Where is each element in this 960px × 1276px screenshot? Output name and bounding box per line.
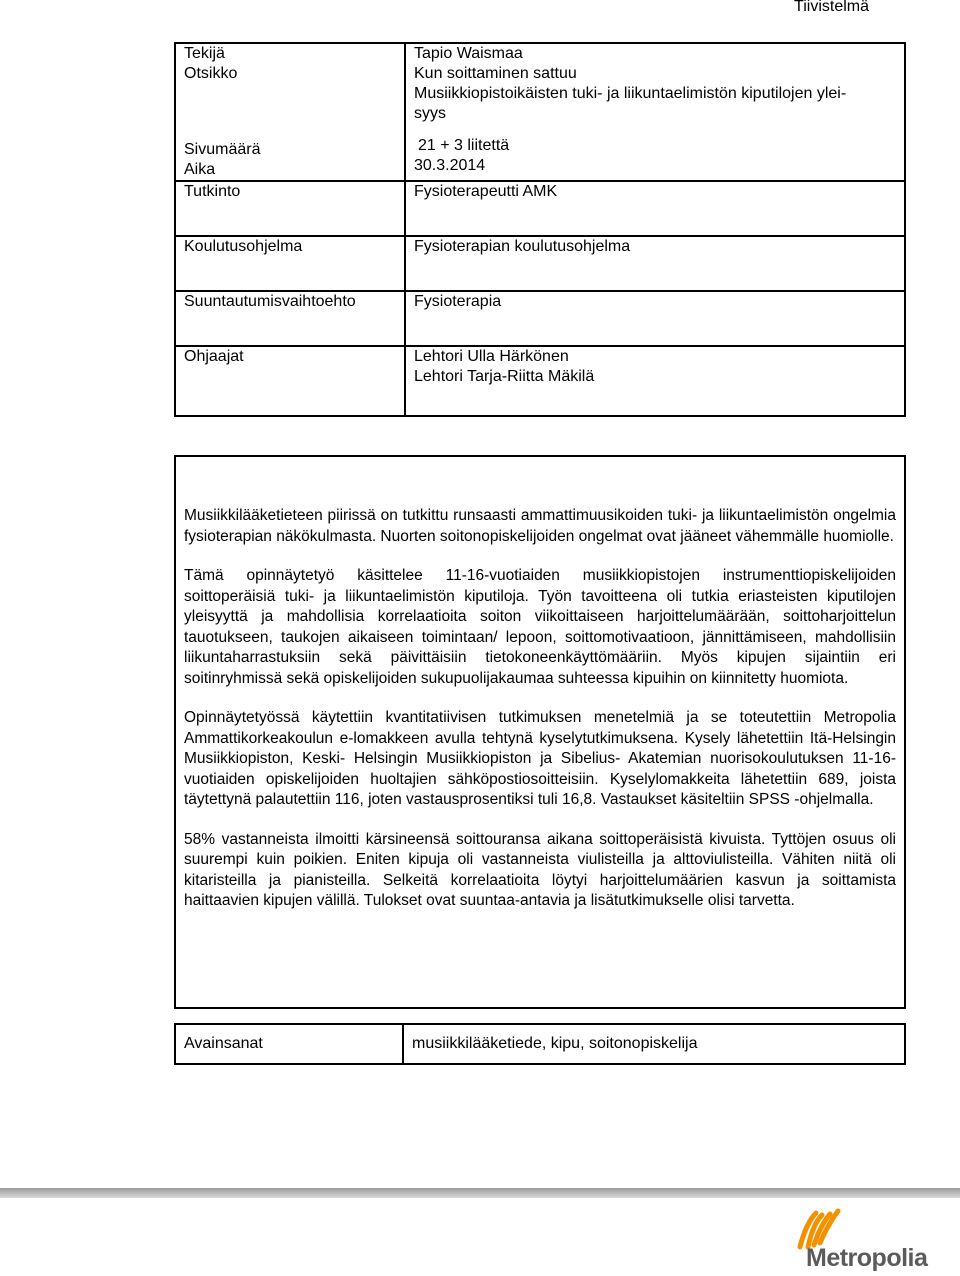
page-count: 21 + 3 liitettä	[418, 137, 510, 154]
suuntautuminen-row	[175, 291, 905, 346]
ohjaajat-values	[405, 346, 905, 416]
thesis-info-table	[174, 42, 906, 417]
thesis-title-line-3: syys	[414, 105, 446, 122]
ohjaajat-row	[175, 346, 905, 416]
abstract-paragraph-2: Tämä opinnäytetyö käsittelee 11-16-vuotiaiden musiikkiopistojen instrumenttiopiskelijoiden soittoperäisiä tuki- ja liikuntaelimistön kiputiloja. Työn tavoitteena oli tutkia eriasteisten kiputilojen yleisyyttä ja mahdollisia korrelaatioita soiton viikoittaiseen harjoittelumäärään, soittoharjoittelun tauotukseen, taukojen aikaiseen toimintaan/ lepoon, soittomotivaatioon, jännittämiseen, mahdollisiin liikuntaharrastuksiin sekä päivittäisiin tietokoneenkäyttömääriin. Myös kipujen sijaintiin eri soitinryhmissä sekä opiskelijoiden sukupuolijakaumaa suhteessa kipuihin on kiinnitetty huomiota.	[184, 567, 896, 687]
tutkinto-label: Tutkinto	[175, 181, 405, 236]
metropolia-logo-text: Metropolia	[806, 1244, 928, 1272]
thesis-date: 30.3.2014	[414, 157, 486, 174]
abstract-paragraph-1: Musiikkilääketieteen piirissä on tutkittu runsaasti ammattimuusikoiden tuki- ja liikuntaelimistön ongelmia fysioterapian näkökulmasta. Nuorten soitonopiskelijoiden ongelmat ovat jääneet vähemmälle huomiolle.	[184, 507, 896, 545]
ohjaaja-2: Lehtori Tarja-Riitta Mäkilä	[414, 368, 595, 385]
page-header-title: Tiivistelmä	[794, 0, 869, 15]
author-title-row	[175, 43, 905, 181]
koulutusohjelma-row	[175, 236, 905, 291]
footer-divider	[0, 1188, 960, 1198]
keywords-label: Avainsanat	[176, 1025, 404, 1063]
suuntautuminen-label: Suuntautumisvaihtoehto	[175, 291, 405, 346]
otsikko-label: Otsikko	[184, 65, 238, 82]
ohjaajat-label: Ohjaajat	[175, 346, 405, 416]
thesis-title-line-1: Kun soittaminen sattuu	[414, 65, 577, 82]
author-title-labels	[175, 43, 405, 181]
tutkinto-row	[175, 181, 905, 236]
abstract-paragraph-3: Opinnäytetyössä käytettiin kvantitatiivisen tutkimuksen menetelmiä ja se toteutettiin Metropolia Ammattikorkeakoulun e-lomakkeen avulla tehtynä kyselytutkimuksena. Kysely lähetettiin Itä-Helsingin Musiikkiopiston, Keski- Helsingin Musiikkiopiston ja Sibelius- Akatemian nuorisokoulutuksen 11-16-vuotiaiden opiskelijoiden huoltajien sähköpostiosoitteisiin. Kyselylomakkeita lähetettiin 689, joista täytettynä palautettiin 116, joten vastausprosentiksi tuli 16,8. Vastaukset käsiteltiin SPSS -ohjelmalla.	[184, 709, 896, 808]
koulutusohjelma-value: Fysioterapian koulutusohjelma	[405, 236, 905, 291]
author-title-values	[405, 43, 905, 181]
author-name: Tapio Waismaa	[414, 45, 523, 62]
thesis-title-line-2: Musiikkiopistoikäisten tuki- ja liikuntaelimistön kiputilojen ylei-	[414, 85, 847, 102]
sivumaara-label: Sivumäärä	[184, 141, 261, 158]
ohjaaja-1: Lehtori Ulla Härkönen	[414, 348, 569, 365]
keywords-row	[174, 1023, 906, 1065]
tutkinto-value: Fysioterapeutti AMK	[405, 181, 905, 236]
keywords-value: musiikkilääketiede, kipu, soitonopiskelija	[412, 1035, 698, 1052]
tekija-label: Tekijä	[184, 45, 225, 62]
abstract-paragraph-4: 58% vastanneista ilmoitti kärsineensä soittouransa aikana soittoperäisistä kivuista. Tyttöjen osuus oli suurempi kuin poikien. Eniten kipuja oli vastanneista viulisteilla ja alttoviulisteilla. Vähiten niitä oli kitaristeilla ja pianisteilla. Selkeitä korrelaatioita löytyi harjoittelumäärien kasvun ja soittamista haittaavien kipujen välillä. Tulokset ovat suuntaa-antavia ja lisätutkimukselle olisi tarvetta.	[184, 830, 896, 909]
aika-label: Aika	[184, 161, 216, 178]
suuntautuminen-value: Fysioterapia	[405, 291, 905, 346]
koulutusohjelma-label: Koulutusohjelma	[175, 236, 405, 291]
abstract-box	[174, 455, 906, 1009]
